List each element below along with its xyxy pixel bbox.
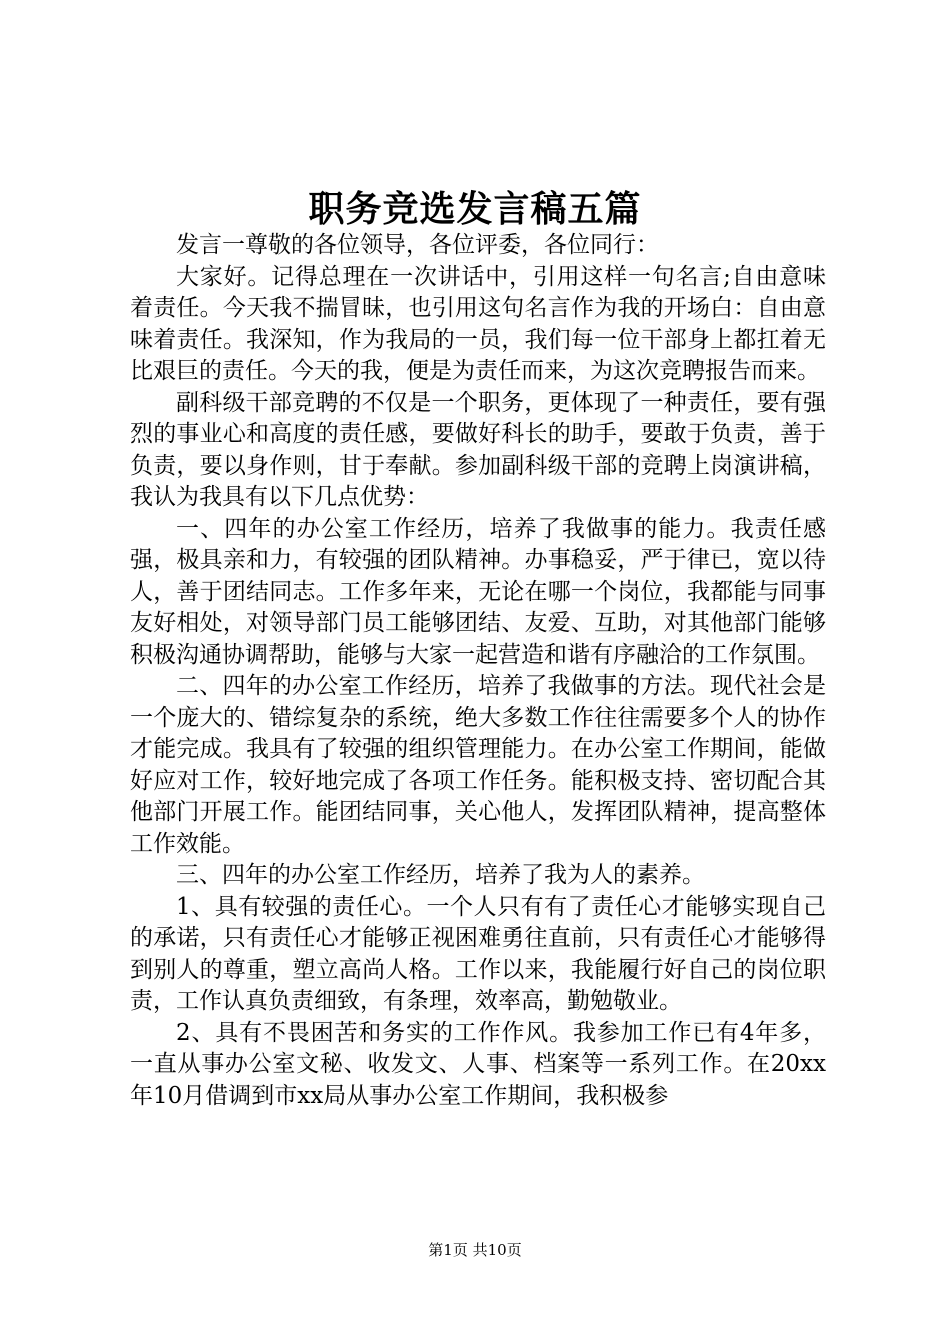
- page-footer: 第1页 共10页: [428, 1241, 522, 1259]
- paragraph-greeting: 大家好。记得总理在一次讲话中，引用这样一句名言;自由意味着责任。今天我不揣冒昧，也引用这句名言作为我的开场白：自由意味着责任。我深知，作为我局的一员，我们每一位干部身上都扛着无比艰巨的责任。今天的我，便是为责任而来，为这次竞聘报告而来。: [130, 263, 826, 384]
- paragraph-salutation: 发言一尊敬的各位领导，各位评委，各位同行：: [176, 232, 659, 258]
- paragraph-intro: 副科级干部竞聘的不仅是一个职务，更体现了一种责任，要有强烈的事业心和高度的责任感，要做好科长的助手，要敢于负责，善于负责，要以身作则，甘于奉献。参加副科级干部的竞聘上岗演讲稿，我认为我具有以下几点优势：: [130, 389, 826, 510]
- document-body: [130, 230, 826, 1112]
- paragraph-sub-one: 1、具有较强的责任心。一个人只有有了责任心才能够实现自己的承诺，只有责任心才能够正视困难勇往直前，只有责任心才能够得到别人的尊重，塑立高尚人格。工作以来，我能履行好自己的岗位职责，工作认真负责细致，有条理，效率高，勤勉敬业。: [130, 893, 826, 1014]
- paragraph-point-three: 三、四年的办公室工作经历，培养了我为人的素养。: [176, 862, 705, 888]
- document-title: 职务竞选发言稿五篇: [308, 188, 642, 230]
- paragraph-point-two: 二、四年的办公室工作经历，培养了我做事的方法。现代社会是一个庞大的、错综复杂的系统，绝大多数工作往往需要多个人的协作才能完成。我具有了较强的组织管理能力。在办公室工作期间，能做好应对工作，较好地完成了各项工作任务。能积极支持、密切配合其他部门开展工作。能团结同事，关心他人，发挥团队精神，提高整体工作效能。: [130, 673, 826, 857]
- paragraph-point-one: 一、四年的办公室工作经历，培养了我做事的能力。我责任感强，极具亲和力，有较强的团队精神。办事稳妥，严于律已，宽以待人，善于团结同志。工作多年来，无论在哪一个岗位，我都能与同事友好相处，对领导部门员工能够团结、友爱、互助，对其他部门能够积极沟通协调帮助，能够与大家一起营造和谐有序融洽的工作氛围。: [130, 515, 826, 668]
- paragraph-sub-two: 2、具有不畏困苦和务实的工作作风。我参加工作已有4年多，一直从事办公室文秘、收发文、人事、档案等一系列工作。在20xx年10月借调到市xx局从事办公室工作期间，我积极参: [130, 1019, 826, 1109]
